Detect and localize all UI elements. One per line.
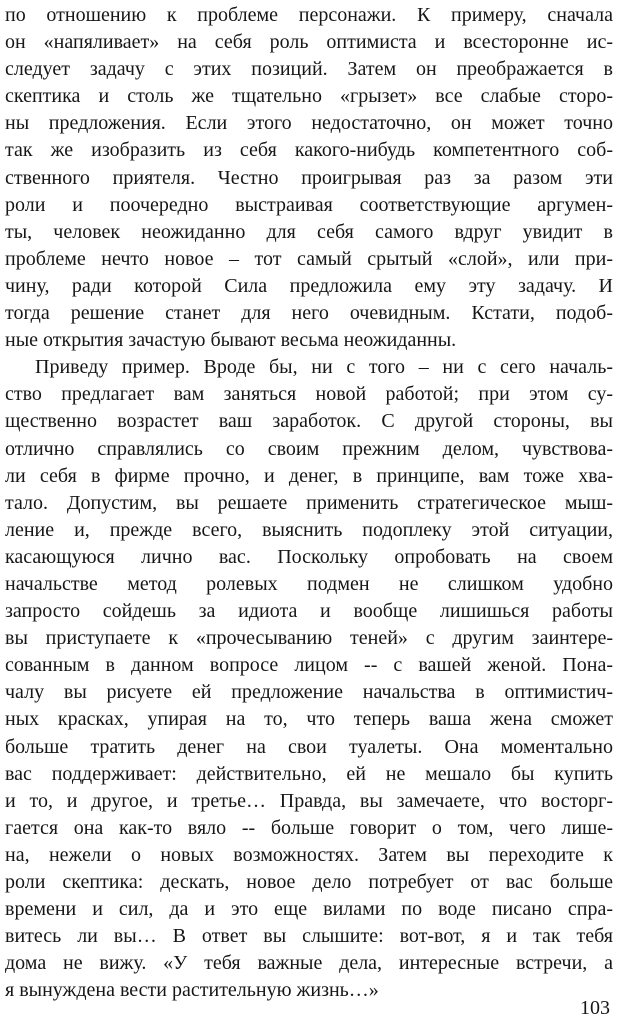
text-line: так же изобразить из себя какого-нибудь компетентного соб-	[5, 139, 613, 162]
text-line: проблеме нечто новое – тот самый срытый «слой», или при-	[5, 247, 613, 270]
text-line: ные открытия зачастую бывают весьма неожиданны.	[5, 329, 457, 352]
text-line: и то, и другое, и третье… Правда, вы замечаете, что восторг-	[5, 789, 613, 812]
text-line: касающуюся лично вас. Поскольку опробовать на своем	[5, 545, 613, 568]
text-line: тогда решение станет для него очевидным. Кстати, подоб-	[5, 302, 613, 325]
text-line: ны предложения. Если этого недостаточно, он может точно	[5, 112, 613, 135]
text-line: я вынуждена вести растительную жизнь…»	[5, 979, 379, 1002]
text-line: ли себя в фирме прочно, и денег, в принципе, вам тоже хва-	[5, 464, 613, 487]
body-text	[5, 2, 613, 1004]
text-line: больше тратить денег на свои туалеты. Она моментально	[5, 735, 613, 758]
text-line: роли и поочередно выстраивая соответствующие аргумен-	[5, 193, 613, 216]
text-line: ство предлагает вам заняться новой работой; при этом су-	[5, 383, 613, 406]
text-line: начальстве метод ролевых подмен не слишком удобно	[5, 572, 613, 595]
text-line: ление и, прежде всего, выяснить подоплеку этой ситуации,	[5, 518, 613, 541]
text-line: гается она как-то вяло -- больше говорит о том, чего лише-	[5, 816, 613, 839]
text-line: щественно возрастет ваш заработок. С другой стороны, вы	[5, 410, 613, 433]
text-line: ты, человек неожиданно для себя самого вдруг увидит в	[5, 220, 613, 243]
text-line: роли скептика: дескать, новое дело потребует от вас больше	[5, 871, 613, 893]
text-line: отлично справлялись со своим прежним делом, чувствова-	[5, 437, 613, 460]
text-line: Приведу пример. Вроде бы, ни с того – ни с сего началь-	[35, 356, 613, 379]
text-line: ственного приятеля. Честно проигрывая раз за разом эти	[5, 166, 613, 189]
text-line: ных красках, упирая на то, что теперь ваша жена сможет	[5, 708, 613, 731]
text-line: вы приступаете к «прочесыванию теней» с другим заинтере-	[5, 627, 613, 650]
text-line: на, нежели о новых возможностях. Затем вы переходите к	[5, 843, 613, 866]
text-line: по отношению к проблеме персонажи. К примеру, сначала	[5, 4, 613, 26]
text-line: времени и сил, да и это еще вилами по воде писано спра-	[5, 898, 613, 921]
text-line: дома не вижу. «У тебя важные дела, интересные встречи, а	[5, 952, 613, 975]
text-line: запросто сойдешь за идиота и вообще лишишься работы	[5, 600, 613, 623]
text-line: тало. Допустим, вы решаете применить стратегическое мыш-	[5, 491, 613, 514]
text-line: чалу вы рисуете ей предложение начальства в оптимистич-	[5, 681, 613, 704]
paragraph	[5, 354, 613, 1004]
text-line: скептика и столь же тщательно «грызет» все слабые сторо-	[5, 85, 613, 108]
text-line: вас поддерживает: действительно, ей не мешало бы купить	[5, 762, 613, 785]
text-line: чину, ради которой Сила предложила ему эту задачу. И	[5, 274, 613, 297]
text-line: витесь ли вы… В ответ вы слышите: вот-вот, я и так тебя	[5, 925, 613, 948]
paragraph	[5, 2, 613, 354]
text-line: сованным в данном вопросе лицом -- с вашей женой. Пона-	[5, 654, 613, 677]
text-line: следует задачу с этих позиций. Затем он преображается в	[5, 58, 613, 81]
text-line: он «напяливает» на себя роль оптимиста и всесторонне ис-	[5, 31, 613, 54]
page-number: 103	[580, 997, 610, 1019]
